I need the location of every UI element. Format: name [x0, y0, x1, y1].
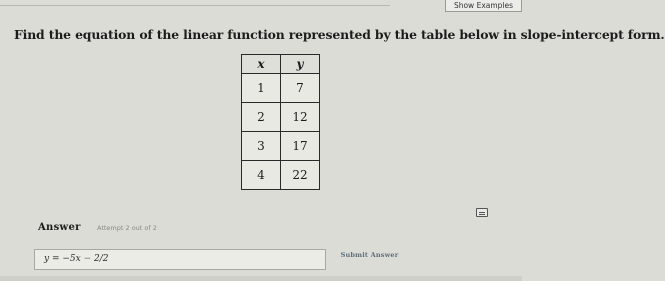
table-cell-y: 22	[281, 161, 320, 190]
answer-input[interactable]	[34, 249, 326, 270]
submit-answer-button[interactable]: Submit Answer	[340, 251, 399, 259]
table-cell-y: 12	[281, 103, 320, 132]
table-cell-x: 2	[242, 103, 281, 132]
table-cell-y: 17	[281, 132, 320, 161]
table-row	[242, 74, 320, 103]
answer-label: Answer	[38, 222, 81, 233]
answer-operator: −	[80, 254, 94, 264]
bottom-divider	[0, 276, 522, 281]
value-table	[241, 54, 320, 190]
table-header-x: x	[242, 55, 281, 74]
keyboard-icon[interactable]	[476, 208, 488, 217]
question-text: Find the equation of the linear function represented by the table below in slope-intercept form.	[14, 27, 665, 42]
answer-prefix: y =	[44, 254, 63, 264]
table-header-y: y	[281, 55, 320, 74]
answer-term: −5x	[62, 254, 81, 264]
table-cell-x: 4	[242, 161, 281, 190]
answer-fraction: 2/2	[93, 254, 109, 264]
table-cell-x: 1	[242, 74, 281, 103]
table-cell-x: 3	[242, 132, 281, 161]
table-row	[242, 103, 320, 132]
table-row	[242, 132, 320, 161]
attempt-counter: Attempt 2 out of 2	[97, 224, 157, 232]
table-row	[242, 161, 320, 190]
table-cell-y: 7	[281, 74, 320, 103]
show-examples-button[interactable]: Show Examples	[445, 0, 522, 12]
header-divider	[0, 5, 390, 6]
table-header-row	[242, 55, 320, 74]
